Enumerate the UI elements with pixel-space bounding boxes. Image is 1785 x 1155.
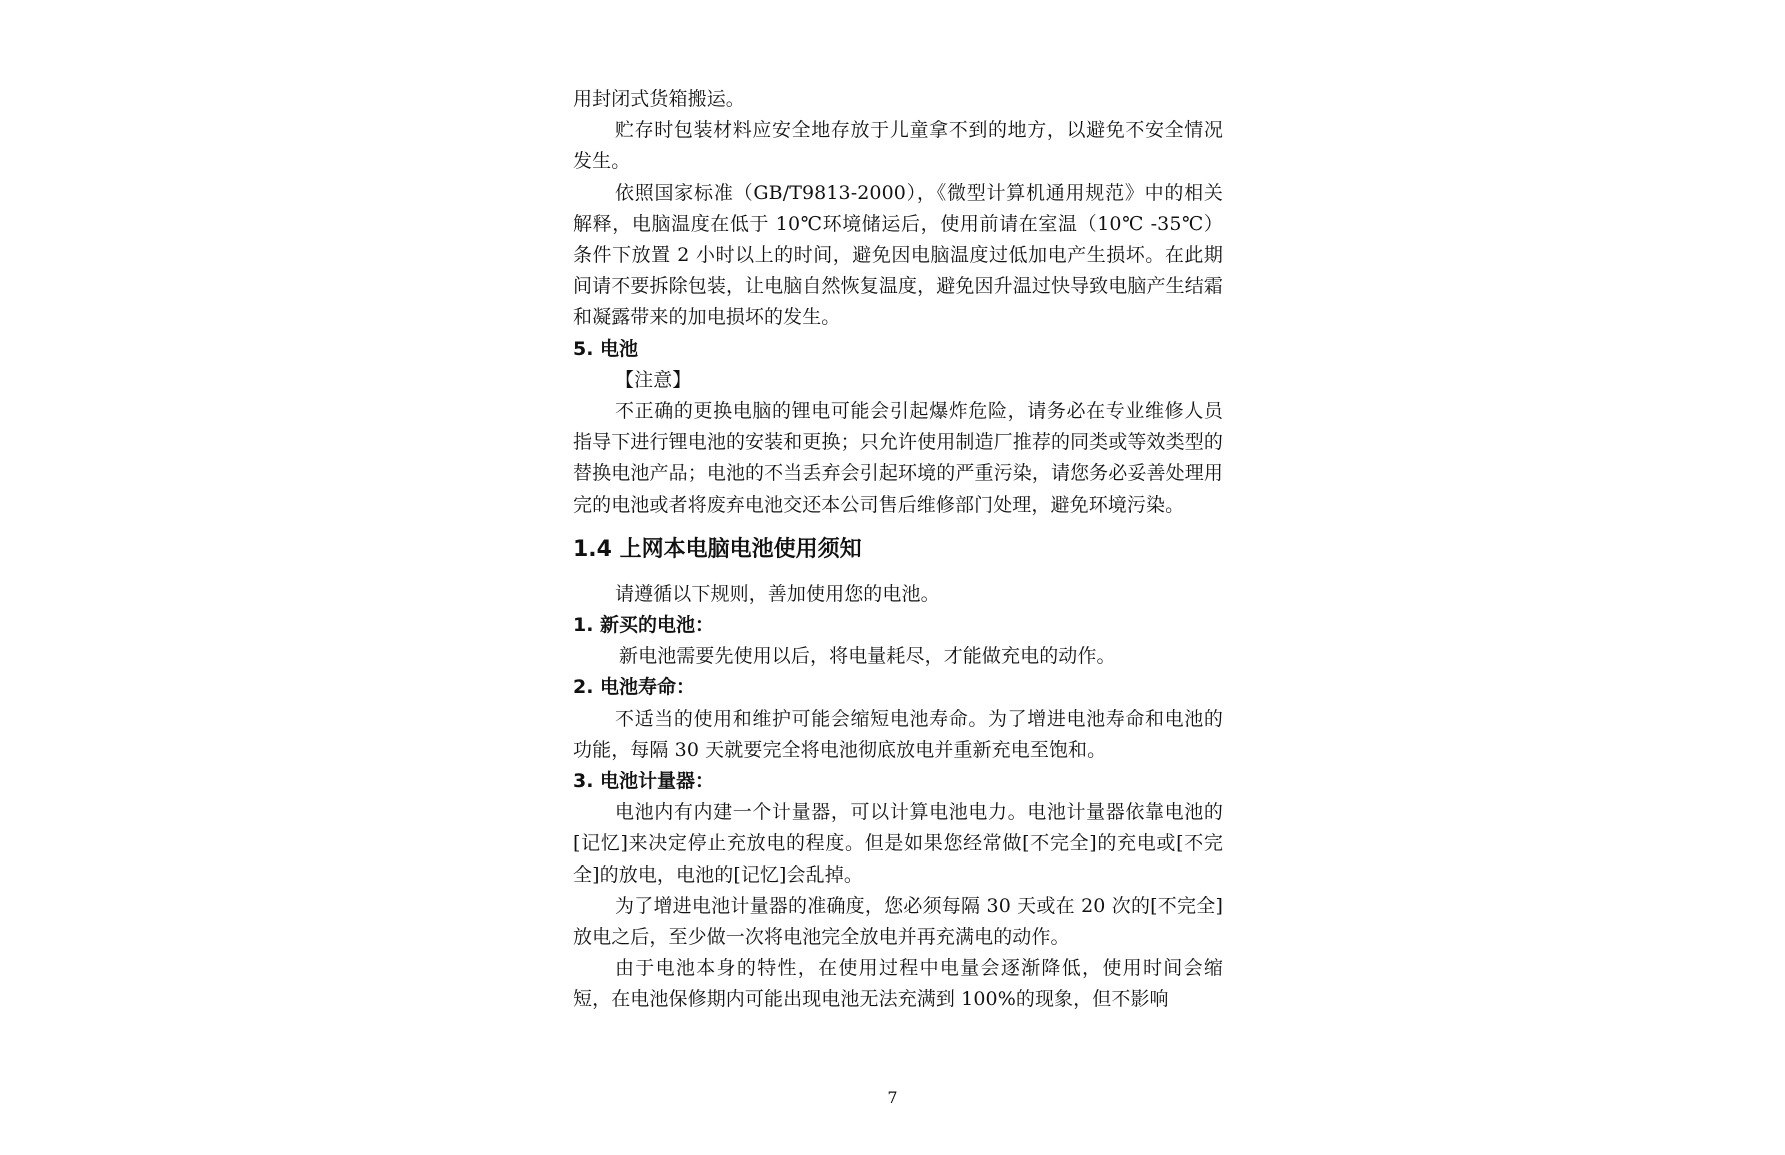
item-3-battery-gauge-heading: 3. 电池计量器： [573, 770, 715, 793]
paragraph-battery-gauge: 电池内有内建一个计量器，可以计算电池电力。电池计量器依靠电池的[记忆]来决定停止充放电的程度。但是如果您经常做[不完全]的充电或[不完全]的放电，电池的[记忆]会乱掉。 [573, 801, 1223, 886]
page-number: 7 [887, 1088, 898, 1107]
paragraph-temperature: 依照国家标准（GB/T9813-2000），《微型计算机通用规范》中的相关解释，电脑温度在低于 10℃环境储运后，使用前请在室温（10℃ -35℃）条件下放置 2 小时以上的时间，避免因电脑温度过低加电产生损坏。在此期间请不要拆除包装，让电脑自然恢复温度，避免因升温过快导致电脑产生结霜和凝露带来的加电损坏的发生。 [573, 181, 1223, 329]
paragraph-rules-intro: 请遵循以下规则，善加使用您的电池。 [615, 582, 940, 605]
paragraph-battery-characteristics: 由于电池本身的特性，在使用过程中电量会逐渐降低，使用时间会缩短，在电池保修期内可能出现电池无法充满到 100%的现象，但不影响 [573, 957, 1223, 1011]
paragraph-gauge-accuracy: 为了增进电池计量器的准确度，您必须每隔 30 天或在 20 次的[不完全]放电之后，至少做一次将电池完全放电并再充满电的动作。 [573, 894, 1223, 949]
paragraph-transport: 用封闭式货箱搬运。 [573, 88, 745, 110]
item-5-battery-heading: 5. 电池 [573, 337, 639, 360]
section-title: 1.4 上网本电脑电池使用须知 [573, 536, 862, 562]
document-page [573, 84, 1223, 1094]
item-1-new-battery-heading: 1. 新买的电池： [573, 614, 715, 637]
paragraph-battery-life: 不适当的使用和维护可能会缩短电池寿命。为了增进电池寿命和电池的功能，每隔 30 天就要完全将电池彻底放电并重新充电至饱和。 [573, 707, 1223, 761]
note-label: 【注意】 [615, 368, 692, 391]
paragraph-new-battery: 新电池需要先使用以后，将电量耗尽，才能做充电的动作。 [619, 645, 1116, 668]
item-2-battery-life-heading: 2. 电池寿命： [573, 676, 696, 699]
paragraph-battery-warning: 不正确的更换电脑的锂电可能会引起爆炸危险，请务必在专业维修人员指导下进行锂电池的安装和更换；只允许使用制造厂推荐的同类或等效类型的替换电池产品；电池的不当丢弃会引起环境的严重污染，请您务必妥善处理用完的电池或者将废弃电池交还本公司售后维修部门处理，避免环境污染。 [573, 400, 1223, 516]
paragraph-storage: 贮存时包装材料应安全地存放于儿童拿不到的地方，以避免不安全情况发生。 [573, 119, 1223, 173]
